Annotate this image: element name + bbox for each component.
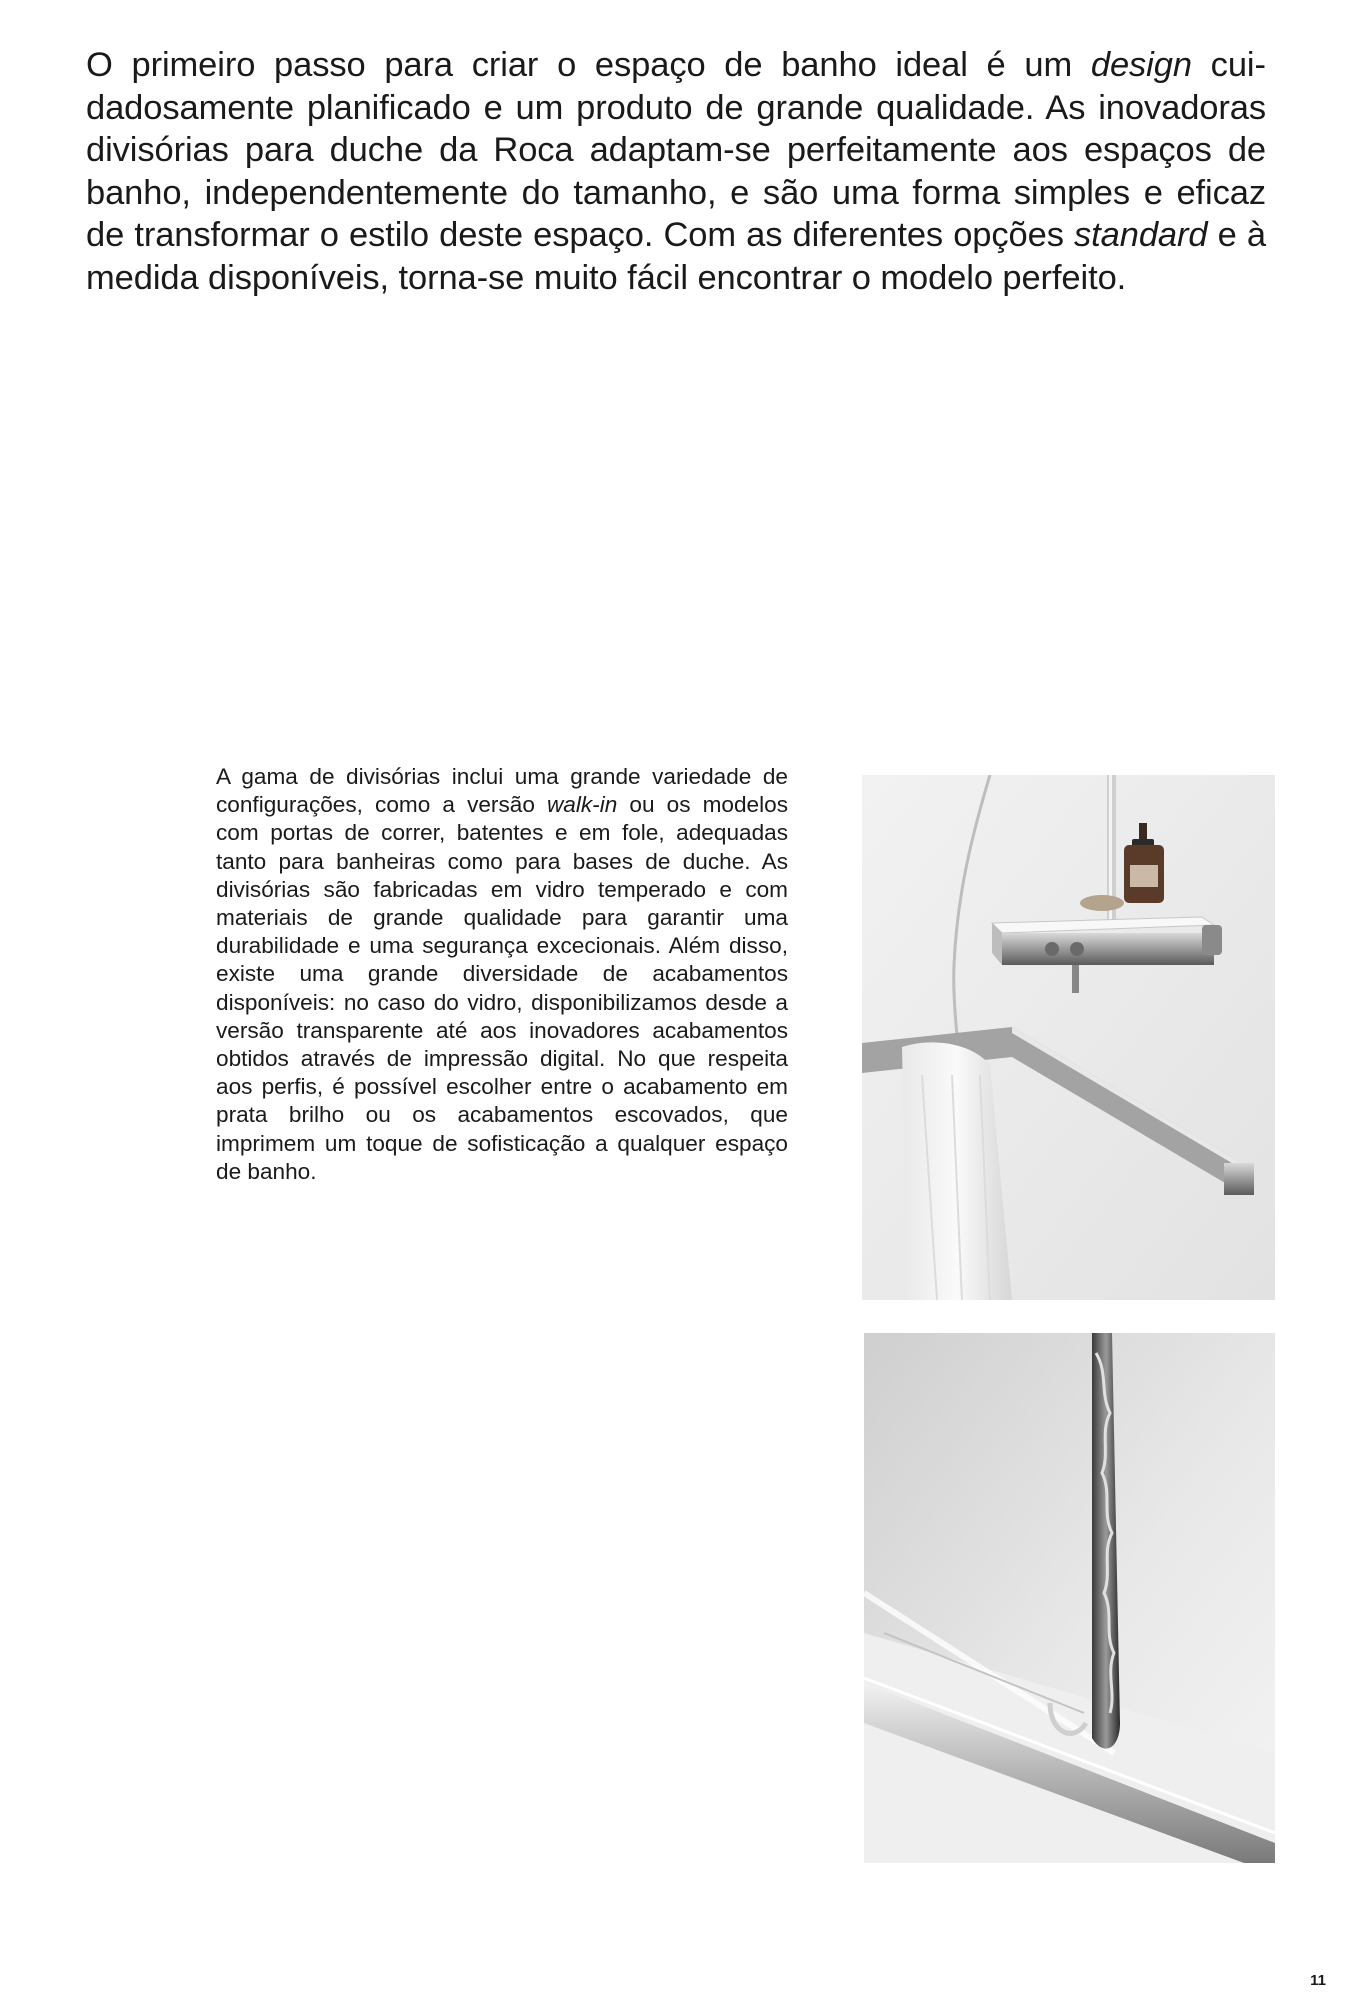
intro-text-2: cuidadosamente planificado e um produto de grande qualidade. As inovadoras divisórias para duche da Roca adaptam-se perfeitamente aos espaços de banho, independentemente do tamanho, e são uma forma simples e eficaz de transformar o estilo deste espaço. Com as diferentes opções bbox=[86, 46, 1266, 254]
body-emphasis-walk-in: walk-in bbox=[546, 792, 618, 818]
intro-paragraph bbox=[86, 44, 1266, 299]
intro-emphasis-design: design bbox=[1090, 46, 1192, 84]
shower-shelf-photo bbox=[862, 775, 1275, 1300]
body-text-2: ou os modelos com portas de correr, batentes e em fole, adequadas tanto para banheiras como para bases de duche. As divisórias são fabricadas em vidro temperado e com materiais de grande qualidade para garantir uma durabilidade e uma segurança excecionais. Além disso, existe uma grande diversidade de acabamentos disponíveis: no caso do vidro, disponibilizamos desde a versão transparente até aos inovadores acabamentos obtidos através de impressão digital. No que respeita aos perfis, é possível escolher entre o acabamento em prata brilho ou os acabamentos escovados, que imprimem um toque de sofisticação a qualquer espaço de banho. bbox=[216, 792, 788, 1184]
intro-text-1: O primeiro passo para criar o espaço de banho ideal é um bbox=[86, 46, 1091, 84]
intro-emphasis-standard: standard bbox=[1074, 216, 1208, 254]
page-number: 11 bbox=[1310, 1972, 1326, 1989]
intro-text-3: e à medida disponíveis, torna-se muito fácil encontrar o modelo perfeito. bbox=[86, 216, 1266, 297]
glass-profile-photo bbox=[864, 1333, 1275, 1863]
body-paragraph bbox=[216, 763, 788, 1186]
body-text-1: A gama de divisórias inclui uma grande variedade de configurações, como a versão bbox=[216, 764, 788, 818]
